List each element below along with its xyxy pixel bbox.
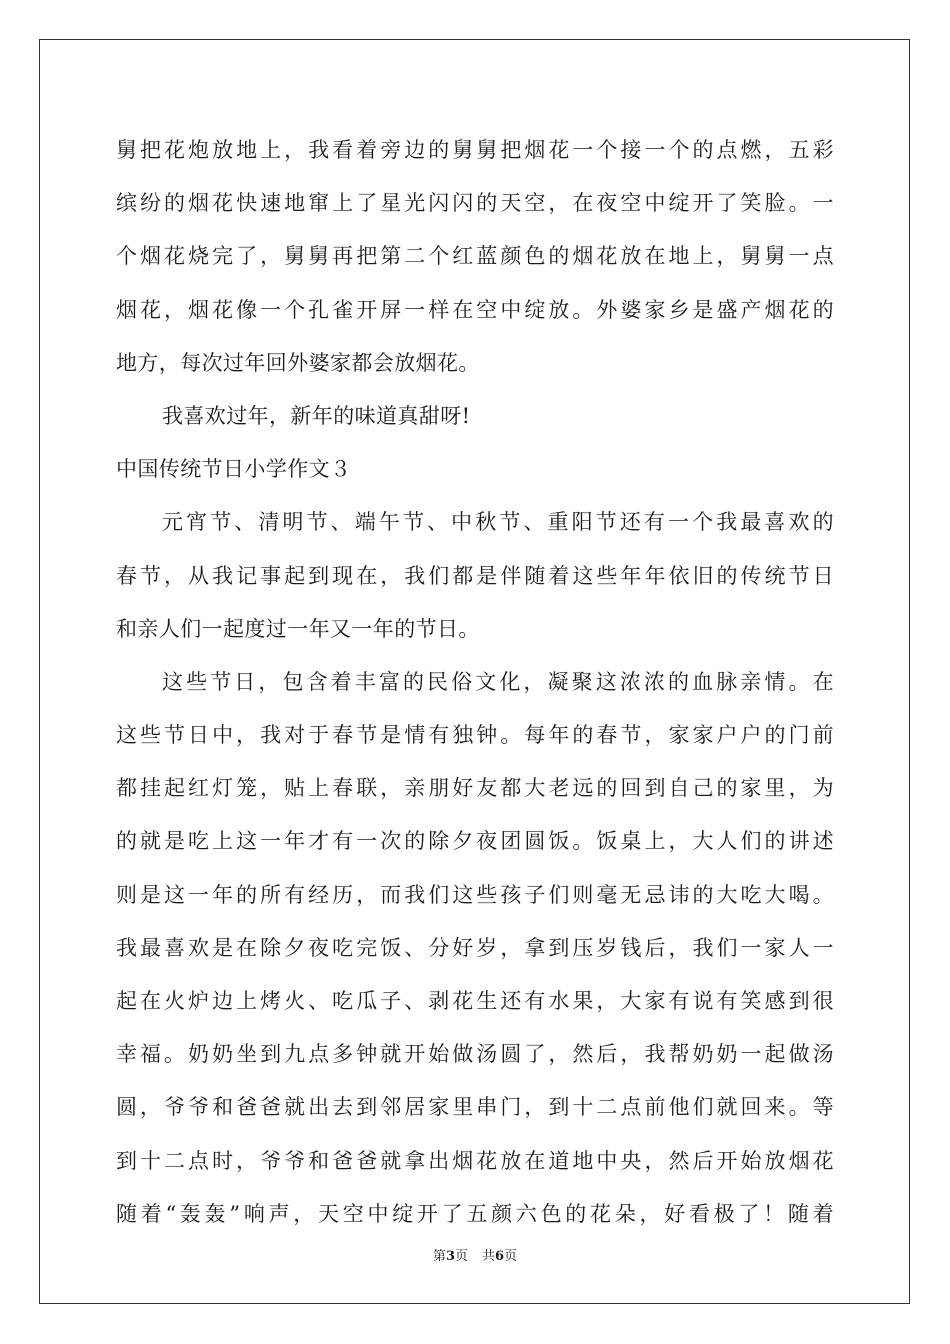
page-number-suffix: 页 [454,1249,468,1264]
document-body [116,124,834,1241]
text-line: 这些节日，包含着丰富的民俗文化，凝聚这浓浓的血脉亲情。在 [162,669,834,694]
text-line: 幸福。奶奶坐到九点多钟就开始做汤圆了，然后，我帮奶奶一起做汤 [116,1042,834,1067]
text-line: 我最喜欢是在除夕夜吃完饭、分好岁，拿到压岁钱后，我们一家人一 [116,935,834,960]
section-heading: 中国传统节日小学作文３ [116,457,352,482]
text-line: 随着“轰轰”响声，天空中绽开了五颜六色的花朵，好看极了！随着 [116,1201,834,1226]
text-line: 这些节日中，我对于春节是情有独钟。每年的春节，家家户户的门前 [116,723,834,748]
page-number-prefix: 第 [432,1249,446,1264]
text-line: 则是这一年的所有经历，而我们这些孩子们则毫无忌讳的大吃大喝。 [116,882,834,907]
page-total: 6 [495,1249,505,1264]
text-line: 到十二点时，爷爷和爸爸就拿出烟花放在道地中央，然后开始放烟花 [116,1148,834,1173]
text-line: 地方，每次过年回外婆家都会放烟花。 [116,350,480,375]
page-number-current: 3 [445,1249,455,1264]
text-line: 个烟花烧完了，舅舅再把第二个红蓝颜色的烟花放在地上，舅舅一点 [116,244,834,269]
text-line: 烟花，烟花像一个孔雀开屏一样在空中绽放。外婆家乡是盛产烟花的 [116,297,834,322]
page-total-suffix: 页 [504,1249,518,1264]
text-line: 的就是吃上这一年才有一次的除夕夜团圆饭。饭桌上，大人们的讲述 [116,829,834,854]
text-line: 春节，从我记事起到现在，我们都是伴随着这些年年依旧的传统节日 [116,563,834,588]
text-line: 圆，爷爷和爸爸就出去到邻居家里串门，到十二点前他们就回来。等 [116,1095,834,1120]
text-line: 我喜欢过年，新年的味道真甜呀! [162,403,471,428]
page-total-prefix: 共 [482,1249,496,1264]
text-line: 和亲人们一起度过一年又一年的节日。 [116,616,480,641]
text-line: 缤纷的烟花快速地窜上了星光闪闪的天空，在夜空中绽开了笑脸。一 [116,191,834,216]
text-line: 元宵节、清明节、端午节、中秋节、重阳节还有一个我最喜欢的 [162,510,834,535]
text-line: 起在火炉边上烤火、吃瓜子、剥花生还有水果，大家有说有笑感到很 [116,989,834,1013]
page-footer [0,1245,950,1264]
text-line: 都挂起红灯笼，贴上春联，亲朋好友都大老远的回到自己的家里，为 [116,776,834,801]
text-line: 舅把花炮放地上，我看着旁边的舅舅把烟花一个接一个的点燃，五彩 [116,138,834,162]
